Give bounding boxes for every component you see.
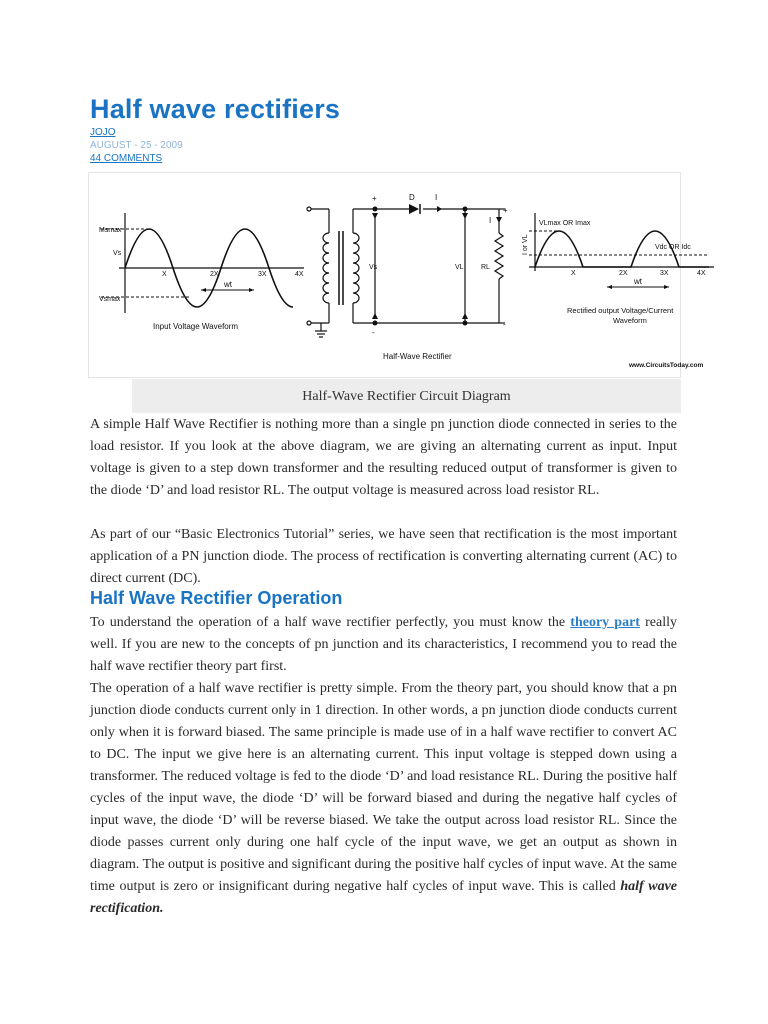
diode-label: D [409, 193, 415, 202]
circuit-figure [88, 172, 706, 378]
input-waveform-title: Input Voltage Waveform [153, 322, 239, 331]
vs-mid-label: Vs [369, 264, 378, 271]
vlmax-label: VLmax OR Imax [539, 220, 591, 227]
current-label: I [435, 193, 438, 202]
paragraph-understand-end: really well. If you are new to the concepts of pn junction and its characteristics, I recommend you to read the half wave rectifier theory part first. [90, 615, 677, 674]
paragraph-rectification: As part of our “Basic Electronics Tutorial” series, we have seen that rectification is the most important application of a PN junction diode. The process of rectification is converting alternating current (AC) to direct current (DC). [90, 527, 677, 586]
rl-label: RL [481, 264, 490, 271]
out-axis-4x-label: 4X [697, 270, 706, 277]
axis-4x-label: 4X [295, 271, 304, 278]
half-wave-rectifier-diagram [89, 173, 706, 377]
axis-3x-label: 3X [258, 271, 267, 278]
current-label-right: I [489, 216, 492, 225]
out-wt-label: wt [634, 277, 642, 286]
vsmax-top-label: Msmax [99, 227, 122, 234]
half-wave-rectification-emphasis: half wave rectification. [90, 879, 677, 916]
minus-sign-bottom: - [372, 328, 375, 337]
paragraph-operation-text: The operation of a half wave rectifier is pretty simple. From the theory part, you should know that a pn junction diode conducts current only in 1 direction. In other words, a pn junction diode conducts current only when it is forward biased. The same principle is made use of in a half wave rectifier to convert AC to DC. The input we give here is an alternating current. This input voltage is stepped down using a transformer. The reduced voltage is fed to the diode ‘D’ and load resistance RL. During the positive half cycles of the input wave, the diode ‘D’ will be forward biased and during the negative half cycles of input wave, the diode ‘D’ will be reverse biased. We take the output across load resistor RL. Since the diode passes current only during one half cycle of the input wave, we get an output as shown in diagram. The output is positive and significant during the positive half cycles of input wave. At the same time output is zero or insignificant during negative half cycles of input wave. This is called [90, 681, 677, 894]
site-watermark: www.CircuitsToday.com [629, 362, 704, 369]
axis-x-label: X [162, 271, 167, 278]
theory-part-link[interactable]: theory part [570, 615, 640, 630]
output-waveform-title-2: Waveform [613, 316, 647, 325]
figure-caption: Half-Wave Rectifier Circuit Diagram [302, 389, 511, 404]
post-date: AUGUST - 25 - 2009 [90, 140, 183, 151]
out-axis-3x-label: 3X [660, 270, 669, 277]
paragraph-understand [90, 612, 677, 678]
article-title: Half wave rectifiers [90, 94, 341, 124]
out-axis-2x-label: 2X [619, 270, 628, 277]
vsmax-bottom-label: Vsmax [99, 296, 121, 303]
minus-sign-right: - [503, 320, 506, 329]
author-link[interactable]: JOJO [90, 127, 116, 138]
plus-sign-top: + [372, 194, 377, 203]
section-heading: Half Wave Rectifier Operation [90, 588, 343, 608]
wt-label: wt [224, 280, 232, 289]
out-axis-x-label: X [571, 270, 576, 277]
vl-label: VL [455, 264, 464, 271]
i-or-vl-label: I or VL [522, 234, 529, 255]
comments-link[interactable]: 44 COMMENTS [90, 153, 163, 164]
paragraph-operation [90, 678, 677, 920]
paragraph-intro: A simple Half Wave Rectifier is nothing more than a single pn junction diode connected in series to the load resistor. If you look at the above diagram, we are giving an alternating current as input. Input voltage is given to a step down transformer and the resulting reduced output of transformer is given to the diode ‘D’ and load resistor RL. The output voltage is measured across load resistor RL. [90, 417, 677, 498]
axis-2x-label: 2X [210, 271, 219, 278]
vs-left-label: Vs [113, 250, 122, 257]
figure-caption-bar [132, 379, 681, 413]
vdc-label: Vdc OR Idc [655, 244, 691, 251]
circuit-title: Half-Wave Rectifier [383, 352, 452, 361]
paragraph-understand-start: To understand the operation of a half wave rectifier perfectly, you must know the [90, 615, 571, 630]
output-waveform-title-1: Rectified output Voltage/Current [567, 306, 674, 315]
plus-sign-right: + [503, 206, 508, 215]
